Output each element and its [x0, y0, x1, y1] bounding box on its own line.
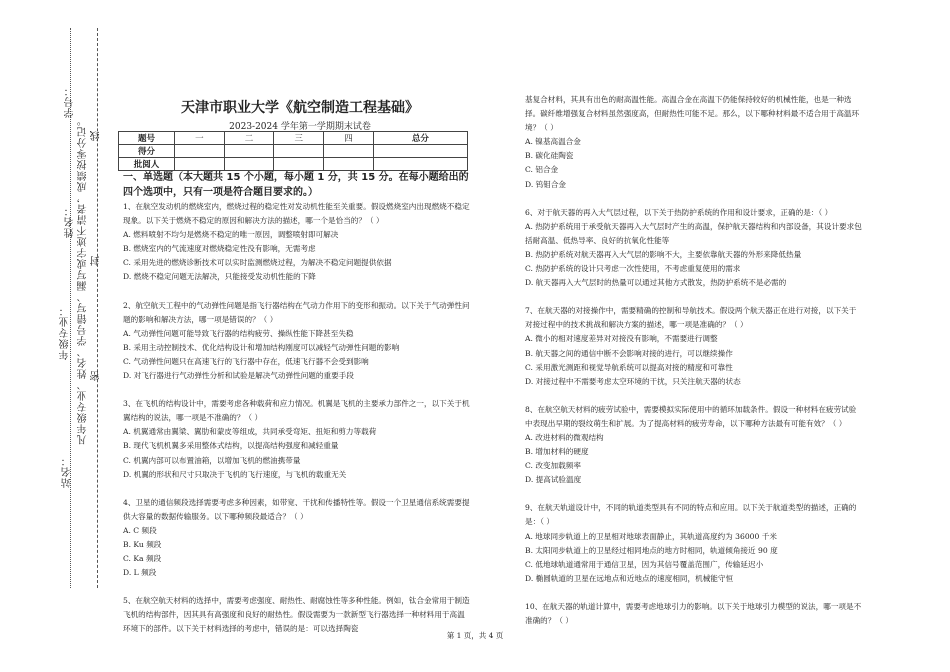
- grader-cell[interactable]: [175, 158, 225, 171]
- score-cell[interactable]: [373, 145, 467, 158]
- option-item[interactable]: C. 低地球轨道通常用于通信卫星，因为其信号覆盖范围广，传输延迟小: [525, 559, 764, 569]
- option-item[interactable]: D. 椭圆轨道的卫星在远地点和近地点的速度相同，机械能守恒: [525, 573, 734, 583]
- score-col-total: 总分: [373, 132, 467, 145]
- option-item[interactable]: B. 航天器之间的通信中断不会影响对接的进行，可以继续操作: [525, 348, 733, 358]
- question-stem: 5、在航空航天材料的选择中，需要考虑强度、耐热性、耐腐蚀性等多种性能。例如，钛合金常用于制造飞机的结构部件，因其具有高强度和良好的耐热性。假设需要为一款新型飞行器选择一种材料用于高温环境下的部件。以下关于材料选择的考虑中，错误的是：可以选择陶瓷: [123, 596, 470, 634]
- exam-title: 天津市职业大学《航空制造工程基础》: [181, 100, 419, 116]
- option-item[interactable]: C. 采用激光测距和视觉导航系统可以提高对接的精度和可靠性: [525, 362, 733, 372]
- margin-instruction: 凡年级专业、姓名、学号错写、漏写或字迹不清者，成绩按零分记。: [78, 115, 89, 445]
- option-item[interactable]: C. 铝合金: [525, 165, 559, 175]
- score-col-4: 四: [324, 132, 374, 145]
- grader-cell[interactable]: [224, 158, 274, 171]
- option-item[interactable]: C. Ka 频段: [123, 554, 162, 564]
- score-col-2: 二: [224, 132, 274, 145]
- grader-cell[interactable]: [324, 158, 374, 171]
- page-footer: 第 1 页，共 4 页: [446, 631, 504, 640]
- option-item[interactable]: A. 热防护系统用于承受航天器再入大气层时产生的高温，保护航天器结构和内部设备，其设计要求包括耐高温、低热导率、良好的抗氧化性能等: [525, 221, 862, 245]
- option-item[interactable]: D. 燃烧不稳定问题无法解决，只能接受发动机性能的下降: [123, 272, 316, 282]
- option-item[interactable]: A. C 频段: [123, 525, 157, 535]
- grader-cell[interactable]: [373, 158, 467, 171]
- option-item[interactable]: C. 采用先进的燃烧诊断技术可以实时监测燃烧过程，为解决不稳定问题提供依据: [123, 258, 392, 268]
- score-table-header-row: [119, 132, 468, 145]
- option-item[interactable]: D. 提高试验温度: [525, 475, 582, 485]
- question-stem: 3、在飞机的结构设计中，需要考虑各种载荷和应力情况。机翼是飞机的主要承力部件之一，以下关于机翼结构的说法，哪一项是不准确的？（ ）: [123, 399, 470, 423]
- option-item[interactable]: D. 机翼的形状和尺寸只取决于飞机的飞行速度，与飞机的载重无关: [123, 469, 347, 479]
- score-cell[interactable]: [274, 145, 324, 158]
- option-item[interactable]: D. 钨钼合金: [525, 179, 567, 189]
- question-stem: 8、在航空航天材料的疲劳试验中，需要模拟实际使用中的循环加载条件。假设一种材料在疲劳试验中表现出早期的裂纹萌生和扩展。为了提高材料的疲劳寿命，以下哪种方法最有可能有效？（ ）: [525, 404, 857, 428]
- grader-cell[interactable]: [274, 158, 324, 171]
- option-item[interactable]: D. 对接过程中不需要考虑太空环境的干扰，只关注航天器的状态: [525, 376, 741, 386]
- option-item[interactable]: B. 采用主动控制技术、优化结构设计和增加结构刚度可以减轻气动弹性问题的影响: [123, 342, 400, 352]
- option-item[interactable]: B. 碳化硅陶瓷: [525, 151, 574, 161]
- margin-seal-mark: 密: [91, 370, 102, 381]
- question-stem: 6、对于航天器的再入大气层过程，以下关于热防护系统的作用和设计要求，正确的是：（ ）: [525, 207, 833, 217]
- option-item[interactable]: D. L 频段: [123, 568, 157, 578]
- question-stem: 1、在航空发动机的燃烧室内，燃烧过程的稳定性对发动机性能至关重要。假设燃烧室内出现燃烧不稳定现象。以下关于燃烧不稳定的原因和解决方法的描述，哪一个是恰当的？（ ）: [123, 202, 470, 226]
- question-stem: 2、航空航天工程中的气动弹性问题是指飞行器结构在气动力作用下的变形和振动。以下关于气动弹性问题的影响和解决方法，哪一项是错误的？（ ）: [123, 300, 470, 324]
- option-item[interactable]: D. 对飞行器进行气动弹性分析和试验是解决气动弹性问题的重要手段: [123, 371, 354, 381]
- option-item[interactable]: C. 热防护系统的设计只考虑一次性使用，不考虑重复使用的需求: [525, 264, 741, 274]
- score-cell[interactable]: [224, 145, 274, 158]
- score-cell[interactable]: [175, 145, 225, 158]
- score-col-label: 题号: [119, 132, 175, 145]
- right-column: [525, 93, 863, 628]
- grader-row: [119, 158, 468, 171]
- question-stem-continued: 基复合材料，其具有出色的耐高温性能。高温合金在高温下仍能保持较好的机械性能，也是一种选择。碳纤维增强复合材料虽然强度高，但耐热性可能不足。那么，以下哪种材料最不适合用于高温环境？（ ）: [525, 95, 860, 133]
- option-item[interactable]: A. 镍基高温合金: [525, 137, 581, 147]
- grader-row-label: 批阅人: [119, 158, 175, 171]
- option-item[interactable]: B. 增加材料的硬度: [525, 447, 589, 457]
- option-item[interactable]: B. 现代飞机机翼多采用整体式结构，以提高结构强度和减轻重量: [123, 441, 339, 451]
- option-item[interactable]: A. 机翼通常由翼梁、翼肋和蒙皮等组成，共同承受弯矩、扭矩和剪力等载荷: [123, 427, 377, 437]
- option-item[interactable]: A. 气动弹性问题可能导致飞行器的结构疲劳、操纵性能下降甚至失稳: [123, 328, 354, 338]
- question-stem: 10、在航天器的轨道计算中，需要考虑地球引力的影响。以下关于地球引力模型的说法，哪一项是不准确的？（ ）: [525, 601, 862, 625]
- option-item[interactable]: D. 航天器再入大气层时的热量可以通过其他方式散发，热防护系统不是必需的: [525, 278, 787, 288]
- left-column: [123, 170, 471, 637]
- option-item[interactable]: B. 热防护系统对航天器再入大气层的影响不大，主要依靠航天器的外形来降低热量: [525, 249, 802, 259]
- option-item[interactable]: A. 地球同步轨道上的卫星相对地球表面静止，其轨道高度约为 36000 千米: [525, 531, 777, 541]
- option-item[interactable]: C. 机翼内部可以布置油箱，以增加飞机的燃油携带量: [123, 455, 301, 465]
- score-row: [119, 145, 468, 158]
- exam-subtitle: 2023-2024 学年第一学期期末试卷: [229, 122, 371, 132]
- section-heading: 一、单选题（本大题共 15 个小题，每小题 1 分，共 15 分。在每小题给出的四个选项中，只有一项是符合题目要求的。）: [123, 172, 469, 198]
- option-item[interactable]: C. 改变加载频率: [525, 461, 581, 471]
- margin-id-label: 学号：: [65, 85, 76, 118]
- question-stem: 7、在航天器的对接操作中，需要精确的控制和导航技术。假设两个航天器正在进行对接，以下关于对接过程中的技术挑战和解决方案的描述，哪一项是准确的？（ ）: [525, 306, 857, 330]
- margin-seal-mark-2: 封: [91, 255, 102, 266]
- option-item[interactable]: A. 燃料喷射不均匀是燃烧不稳定的唯一原因，调整喷射即可解决: [123, 230, 339, 240]
- option-item[interactable]: B. 燃烧室内的气流速度对燃烧稳定性没有影响，无需考虑: [123, 244, 316, 254]
- score-table: [118, 131, 468, 171]
- margin-station-label: 站名：: [62, 455, 73, 488]
- binding-line-outer: [97, 28, 98, 588]
- score-col-1: 一: [175, 132, 225, 145]
- margin-major-label: 年级专业：: [60, 305, 71, 360]
- option-item[interactable]: B. 太阳同步轨道上的卫星经过相同地点的地方时相同，轨道倾角接近 90 度: [525, 545, 778, 555]
- margin-name-label: 姓名：: [65, 205, 76, 238]
- option-item[interactable]: A. 微小的相对速度差异对对接没有影响，不需要进行调整: [525, 334, 718, 344]
- margin-line-mark: 线: [91, 130, 102, 141]
- option-item[interactable]: C. 气动弹性问题只在高速飞行的飞行器中存在，低速飞行器不会受到影响: [123, 356, 369, 366]
- score-col-3: 三: [274, 132, 324, 145]
- question-stem: 4、卫星的通信频段选择需要考虑多种因素，如带宽、干扰和传播特性等。假设一个卫星通信系统需要提供大容量的数据传输服务。以下哪种频段最适合？（ ）: [123, 497, 470, 521]
- question-stem: 9、在航天轨道设计中，不同的轨道类型具有不同的特点和应用。以下关于航道类型的描述，正确的是：（ ）: [525, 503, 857, 527]
- option-item[interactable]: A. 改进材料的微观结构: [525, 432, 604, 442]
- option-item[interactable]: B. Ku 频段: [123, 539, 162, 549]
- score-row-label: 得分: [119, 145, 175, 158]
- score-cell[interactable]: [324, 145, 374, 158]
